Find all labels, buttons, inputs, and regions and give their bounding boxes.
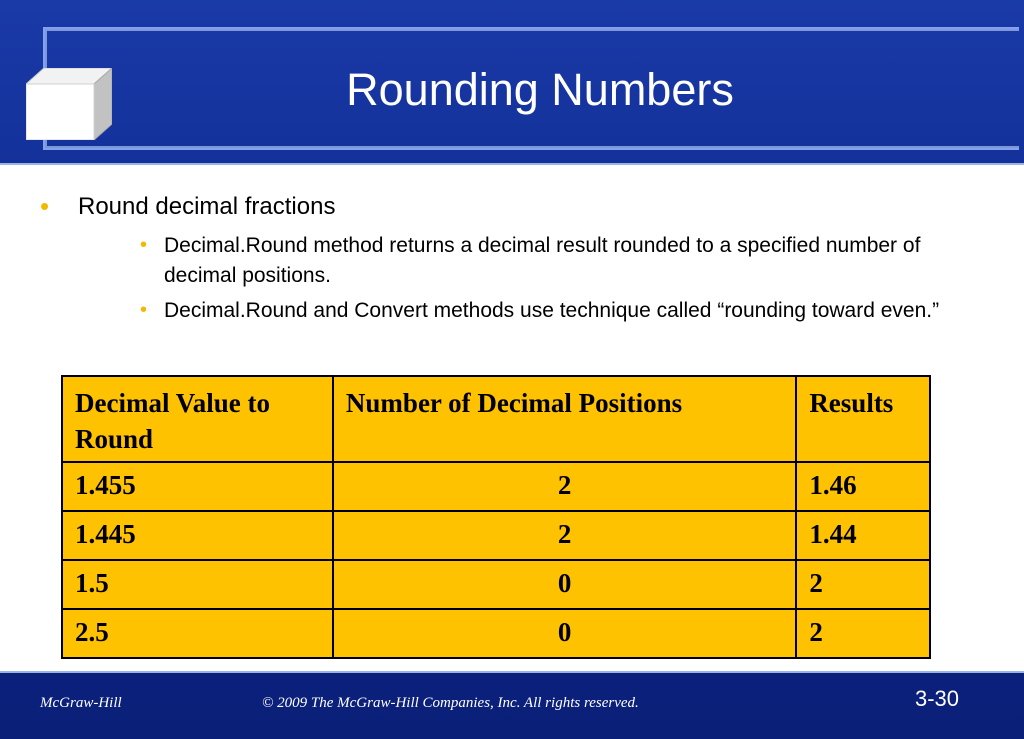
table-row xyxy=(62,560,930,609)
bullet-dot-icon: • xyxy=(40,191,50,221)
header-text: Number of Decimal Positions xyxy=(345,388,683,418)
footer-publisher: McGraw-Hill xyxy=(40,695,122,711)
table-header-row xyxy=(62,376,930,462)
cell-positions: 2 xyxy=(333,462,796,511)
sub-bullet-text: Decimal.Round and Convert methods use technique called “rounding toward even.” xyxy=(164,299,940,322)
page-number: 3-30 xyxy=(915,686,960,711)
cell-positions: 0 xyxy=(333,609,796,658)
header-results xyxy=(796,376,930,462)
cell-result: 1.44 xyxy=(796,511,930,560)
cell-positions: 0 xyxy=(333,560,796,609)
cell-value: 1.5 xyxy=(62,560,333,609)
bullet-dot-icon: • xyxy=(140,234,148,256)
sub-bullet-2 xyxy=(140,296,970,326)
content-area xyxy=(0,163,1024,673)
cell-result: 2 xyxy=(796,560,930,609)
bullet-main-text: Round decimal fractions xyxy=(78,193,336,220)
bullet-main xyxy=(40,192,335,222)
bullet-dot-icon: • xyxy=(140,299,148,321)
sub-bullet-1 xyxy=(140,231,970,291)
cell-value: 1.455 xyxy=(62,462,333,511)
header-decimal-positions xyxy=(333,376,796,462)
header-decimal-value xyxy=(62,376,333,462)
table-row xyxy=(62,462,930,511)
sub-bullet-text: Decimal.Round method returns a decimal result rounded to a specified number of decimal positions. xyxy=(164,234,921,287)
cell-value: 2.5 xyxy=(62,609,333,658)
header-text: Results xyxy=(809,388,894,418)
cell-value: 1.445 xyxy=(62,511,333,560)
cube-icon xyxy=(26,68,112,140)
header-text: Decimal Value to Round xyxy=(75,388,270,454)
table-row xyxy=(62,511,930,560)
cell-positions: 2 xyxy=(333,511,796,560)
cell-result: 2 xyxy=(796,609,930,658)
rounding-table xyxy=(61,375,931,659)
table-row xyxy=(62,609,930,658)
cell-result: 1.46 xyxy=(796,462,930,511)
slide-title: Rounding Numbers xyxy=(346,64,734,115)
footer-copyright: © 2009 The McGraw-Hill Companies, Inc. All rights reserved. xyxy=(262,695,639,711)
